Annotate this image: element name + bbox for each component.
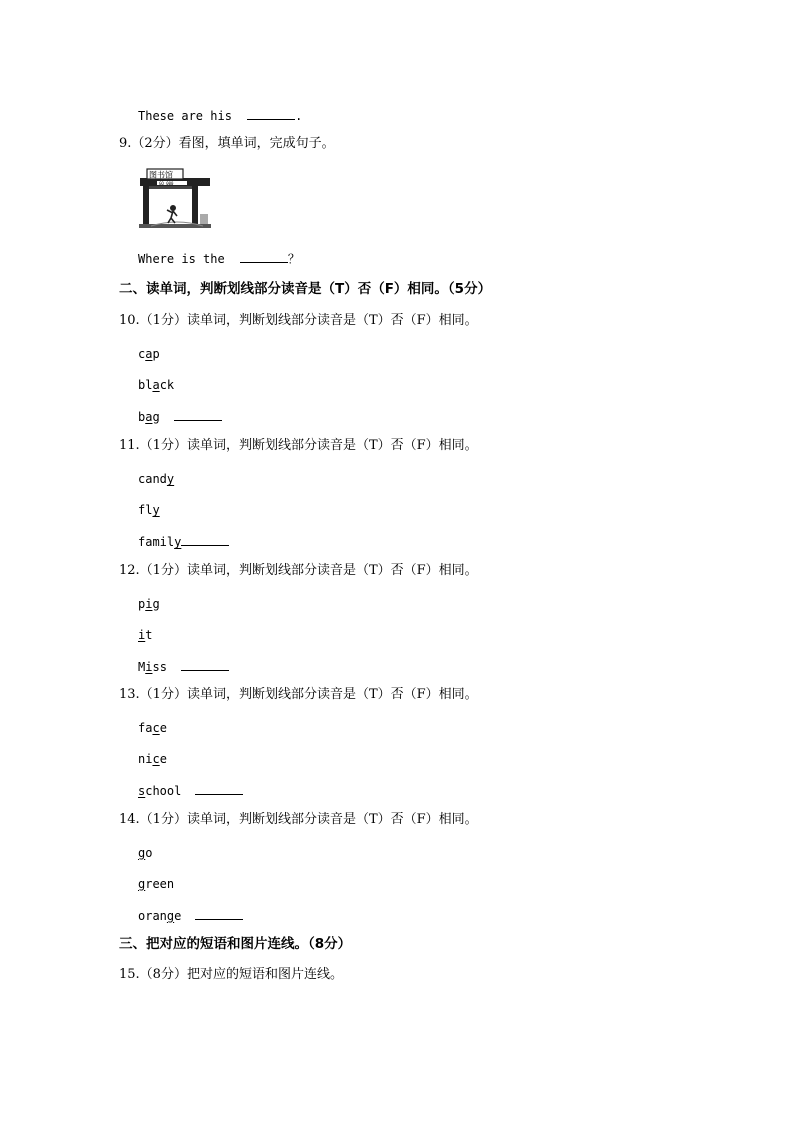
library-picture xyxy=(137,166,213,232)
word-bag: bag xyxy=(138,408,222,425)
answer-blank[interactable] xyxy=(181,533,229,546)
word-black: black xyxy=(138,378,175,392)
answer-blank[interactable] xyxy=(195,907,243,920)
library-sign-text: 图书馆 xyxy=(149,170,173,180)
question-12-label: 12.（1分）读单词，判断划线部分读音是（T）否（F）相同。 xyxy=(119,563,478,578)
word-go: go xyxy=(138,846,153,860)
word-cap: cap xyxy=(138,347,160,361)
sentence-these-are-his: These are his . xyxy=(138,109,303,123)
word-miss: Miss xyxy=(138,658,229,675)
question-11-label: 11.（1分）读单词，判断划线部分读音是（T）否（F）相同。 xyxy=(119,438,478,453)
question-15-label: 15.（8分）把对应的短语和图片连线。 xyxy=(119,967,343,982)
sentence-where-is-the: Where is the ？ xyxy=(138,252,300,266)
section-2-title: 二、读单词，判断划线部分读音是（T）否（F）相同。（5分） xyxy=(119,281,492,297)
answer-blank[interactable] xyxy=(174,408,222,421)
word-fly: fly xyxy=(138,503,160,517)
question-13-label: 13.（1分）读单词，判断划线部分读音是（T）否（F）相同。 xyxy=(119,687,478,702)
answer-blank[interactable] xyxy=(195,782,243,795)
word-green: green xyxy=(138,877,175,891)
word-nice: nice xyxy=(138,752,167,766)
section-3-title: 三、把对应的短语和图片连线。（8分） xyxy=(119,936,352,952)
word-orange: orange xyxy=(138,907,243,924)
question-14-label: 14.（1分）读单词，判断划线部分读音是（T）否（F）相同。 xyxy=(119,812,478,827)
svg-text:GO 000: GO 000 xyxy=(159,181,174,186)
word-family: family xyxy=(138,533,229,550)
word-candy: candy xyxy=(138,472,175,486)
answer-blank[interactable] xyxy=(181,658,229,671)
word-school: school xyxy=(138,782,243,799)
question-9-label: 9.（2分）看图，填单词，完成句子。 xyxy=(119,136,335,151)
question-10-label: 10.（1分）读单词，判断划线部分读音是（T）否（F）相同。 xyxy=(119,313,478,328)
answer-blank[interactable] xyxy=(247,107,295,120)
word-face: face xyxy=(138,721,167,735)
word-it: it xyxy=(138,628,153,642)
word-pig: pig xyxy=(138,597,160,611)
answer-blank[interactable] xyxy=(240,250,288,263)
